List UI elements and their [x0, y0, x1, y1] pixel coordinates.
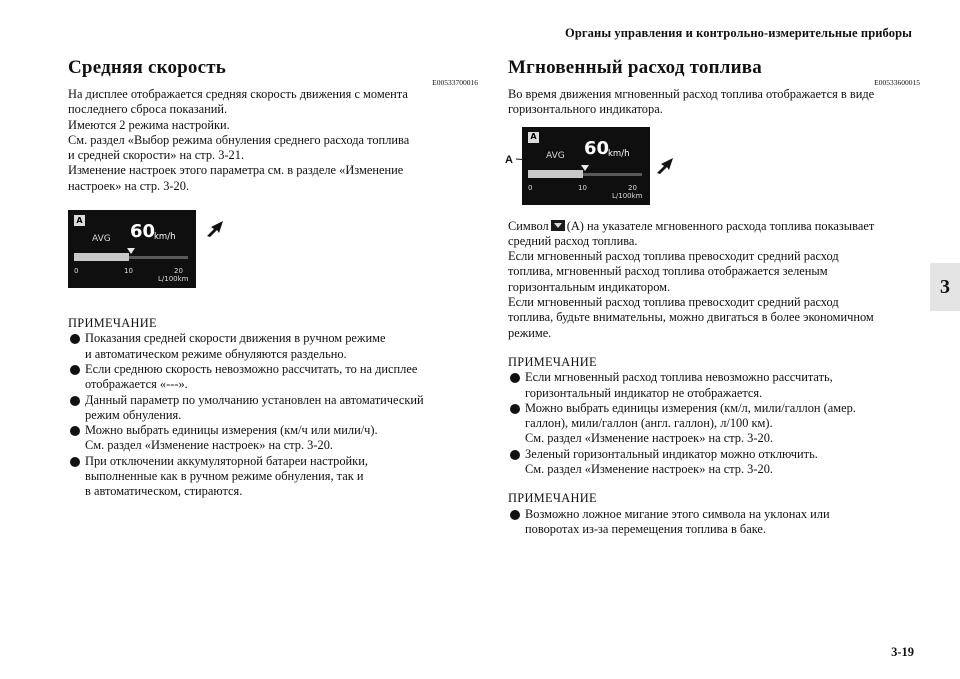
note-item — [68, 454, 478, 500]
section-title-instant-fuel: Мгновенный расход топлива — [508, 57, 762, 78]
speed-value: 60 — [130, 221, 156, 243]
note-line: поворотах из-за перемещения топлива в баке. — [525, 521, 767, 536]
section-title-average-speed: Средняя скорость — [68, 57, 227, 78]
body-line: Изменение настроек этого параметра см. в разделе «Изменение — [68, 163, 404, 178]
average-speed-section — [68, 56, 478, 500]
body-line: горизонтального индикатора. — [508, 102, 663, 117]
symbol-line — [508, 219, 920, 234]
note-line: Можно выбрать единицы измерения (км/л, мили/галлон (амер. — [525, 400, 856, 415]
instant-fuel-section — [505, 56, 920, 537]
note-item — [508, 370, 920, 401]
note-line: Данный параметр по умолчанию установлен на автоматический — [85, 392, 424, 407]
bullet-icon — [510, 404, 520, 414]
unit-label: L/100km — [158, 275, 189, 284]
display-screen — [68, 210, 196, 288]
body-line: Во время движения мгновенный расход топлива отображается в виде — [508, 87, 875, 101]
note-line: выполненные как в ручном режиме обнуления, так и — [85, 469, 364, 484]
note-line: и автоматическом режиме обнуляются раздельно. — [85, 346, 347, 361]
tick-label: 10 — [124, 267, 133, 276]
bullet-icon — [70, 396, 80, 406]
note-line: галлон), мили/галлон (англ. галлон), л/100 км). — [525, 416, 773, 431]
note-line: См. раздел «Изменение настроек» на стр. 3-20. — [85, 438, 333, 453]
average-speed-figure — [68, 210, 478, 314]
body-line: топлива, будьте внимательны, можно двигаться в более экономичном — [508, 310, 874, 325]
note-line: См. раздел «Изменение настроек» на стр. 3-20. — [525, 431, 773, 446]
note-line: См. раздел «Изменение настроек» на стр. 3-20. — [525, 462, 773, 477]
note-line: Можно выбрать единицы измерения (км/ч или мили/ч). — [85, 423, 378, 438]
body-line: Если мгновенный расход топлива превосходит средний расход — [508, 249, 839, 264]
section-code: E00533600015 — [874, 78, 920, 87]
chapter-tab: 3 — [930, 263, 960, 311]
body-line: режиме. — [508, 325, 552, 340]
page-number: 3-19 — [891, 645, 914, 659]
note-title: ПРИМЕЧАНИЕ — [508, 354, 597, 369]
speed-value: 60 — [584, 137, 610, 159]
bullet-icon — [510, 373, 520, 383]
body-text: (A) на указателе мгновенного расхода топлива показывает — [566, 218, 875, 233]
running-header: Органы управления и контрольно-измерительные приборы — [565, 26, 912, 40]
body-line: Если мгновенный расход топлива превосходит средний расход — [508, 295, 839, 310]
note-line: Возможно ложное мигание этого символа на уклонах или — [525, 506, 830, 521]
unit-label: L/100km — [612, 191, 643, 200]
tick-label: 0 — [528, 183, 533, 192]
a-icon: A — [74, 215, 85, 226]
tick-label: 20 — [628, 183, 637, 192]
note-line: Зеленый горизонтальный индикатор можно отключить. — [525, 446, 818, 461]
note-line: режим обнуления. — [85, 407, 182, 422]
tick-label: 0 — [74, 267, 79, 276]
body-line: На дисплее отображается средняя скорость движения с момента — [68, 87, 408, 101]
note-item — [68, 423, 478, 454]
average-marker-symbol-icon — [551, 220, 565, 231]
body-text: Символ — [508, 218, 549, 233]
body-line: См. раздел «Выбор режима обнуления среднего расхода топлива — [68, 132, 410, 147]
body-line: последнего сброса показаний. — [68, 102, 228, 117]
avg-label: AVG — [546, 150, 565, 161]
section-code: E00533700016 — [432, 78, 478, 87]
note-line: Если мгновенный расход топлива невозможно рассчитать, — [525, 370, 833, 385]
note-line: горизонтальный индикатор не отображается. — [525, 385, 763, 400]
body-line: средний расход топлива. — [508, 233, 638, 248]
bar-fill — [528, 170, 583, 178]
average-speed-body — [68, 87, 478, 194]
note-line: отображается «---». — [85, 377, 188, 392]
body-line: настроек» на стр. 3-20. — [68, 178, 190, 193]
note-item — [508, 507, 920, 538]
bullet-icon — [70, 457, 80, 467]
note-list — [68, 331, 478, 499]
note-item — [68, 362, 478, 393]
note-title: ПРИМЕЧАНИЕ — [508, 491, 597, 506]
avg-label: AVG — [92, 234, 111, 245]
note-line: Показания средней скорости движения в ручном режиме — [85, 331, 386, 346]
bullet-icon — [70, 426, 80, 436]
speed-unit: km/h — [608, 148, 630, 159]
a-icon: A — [528, 132, 539, 143]
note-item — [68, 393, 478, 424]
body-line: топлива, мгновенный расход топлива отображается зеленым — [508, 264, 828, 279]
pointer-hand-arrow-icon — [205, 218, 227, 238]
tick-label: 20 — [174, 267, 183, 276]
note-line: При отключении аккумуляторной батареи настройки, — [85, 453, 368, 468]
speed-unit: km/h — [154, 232, 176, 243]
bullet-icon — [510, 450, 520, 460]
body-line: и средней скорости» на стр. 3-21. — [68, 148, 245, 163]
tick-label: 10 — [578, 183, 587, 192]
note-item — [508, 447, 920, 478]
instant-fuel-figure — [505, 127, 920, 219]
bullet-icon — [510, 510, 520, 520]
note-item — [508, 401, 920, 447]
body-line: Имеются 2 режима настройки. — [68, 117, 230, 132]
bar-fill — [74, 253, 129, 261]
bullet-icon — [70, 365, 80, 375]
note-line: Если среднюю скорость невозможно рассчитать, то на дисплее — [85, 361, 418, 376]
note-list — [508, 370, 920, 477]
note-list — [508, 507, 920, 538]
note-line: в автоматическом, стираются. — [85, 484, 243, 499]
display-screen — [522, 127, 650, 205]
body-line: горизонтальным индикатором. — [508, 279, 671, 294]
bullet-icon — [70, 334, 80, 344]
note-title: ПРИМЕЧАНИЕ — [68, 316, 157, 331]
note-item — [68, 331, 478, 362]
pointer-hand-arrow-icon — [655, 155, 677, 175]
callout-label-a: A — [505, 153, 513, 166]
